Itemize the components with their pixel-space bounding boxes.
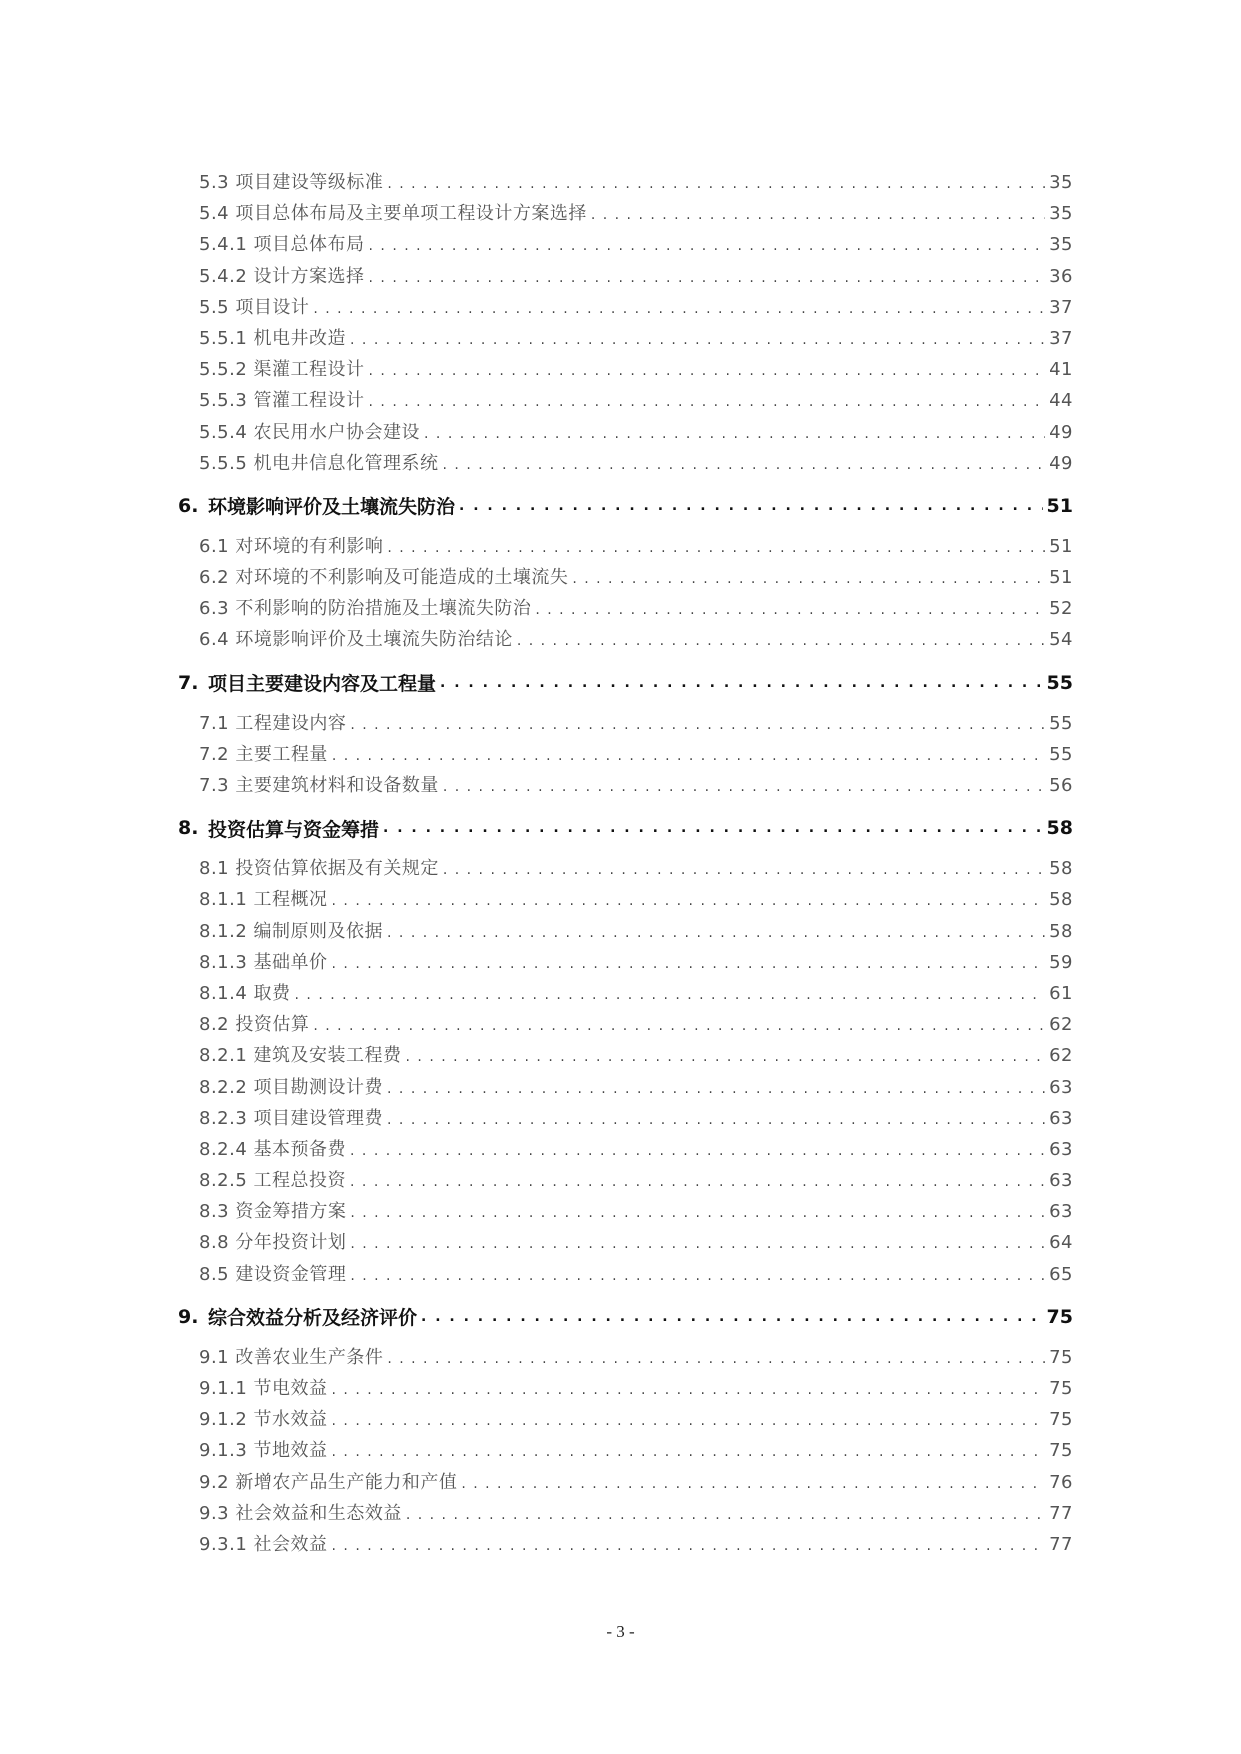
toc-page-number: 41 bbox=[1049, 359, 1073, 381]
toc-entry-title: 5.4.1 项目总体布局 bbox=[199, 234, 365, 256]
toc-section-entry[interactable] bbox=[199, 1041, 1073, 1072]
toc-entry-title: 综合效益分析及经济评价 bbox=[208, 1307, 418, 1330]
toc-page-number: 37 bbox=[1049, 296, 1073, 318]
dot-leader bbox=[591, 207, 1045, 223]
toc-page-number: 58 bbox=[1049, 920, 1073, 942]
dot-leader bbox=[421, 1309, 1043, 1325]
toc-section-entry[interactable] bbox=[199, 885, 1073, 916]
toc-entry-title: 8.2.1 建筑及安装工程费 bbox=[199, 1045, 402, 1067]
toc-entry-title: 8.2.4 基本预备费 bbox=[199, 1138, 347, 1160]
toc-chapter-entry[interactable] bbox=[178, 486, 1073, 526]
toc-entry-title: 6.2 对环境的不利影响及可能造成的土壤流失 bbox=[199, 567, 569, 589]
dot-leader bbox=[424, 426, 1045, 442]
dot-leader bbox=[350, 1205, 1045, 1221]
dot-leader bbox=[387, 1112, 1045, 1128]
toc-entry-title: 8.1.1 工程概况 bbox=[199, 889, 328, 911]
toc-page-number: 63 bbox=[1049, 1138, 1073, 1160]
dot-leader bbox=[332, 748, 1045, 764]
toc-page-number: 63 bbox=[1049, 1076, 1073, 1098]
toc-section-entry[interactable] bbox=[199, 324, 1073, 355]
toc-page-number: 51 bbox=[1049, 535, 1073, 557]
toc-entry-title: 8.2.3 项目建设管理费 bbox=[199, 1107, 384, 1129]
toc-page-number: 63 bbox=[1049, 1107, 1073, 1129]
chapter-number: 9. bbox=[178, 1305, 199, 1328]
dot-leader bbox=[387, 925, 1045, 941]
toc-chapter-entry[interactable] bbox=[178, 808, 1073, 848]
toc-page-number: 56 bbox=[1049, 775, 1073, 796]
toc-entry-title: 8.1.2 编制原则及依据 bbox=[199, 920, 384, 942]
dot-leader bbox=[440, 675, 1043, 691]
dot-leader bbox=[387, 1351, 1045, 1367]
toc-page-number: 52 bbox=[1049, 598, 1073, 620]
toc-entry-title: 6.4 环境影响评价及土壤流失防治结论 bbox=[199, 629, 513, 651]
toc-entry-title: 9.3 社会效益和生态效益 bbox=[199, 1502, 402, 1524]
dot-leader bbox=[387, 1081, 1045, 1097]
toc-entry-title: 8.5 建设资金管理 bbox=[199, 1263, 347, 1285]
toc-entry-title: 7.3 主要建筑材料和设备数量 bbox=[199, 775, 439, 796]
dot-leader bbox=[443, 457, 1046, 473]
toc-entry-title: 5.5 项目设计 bbox=[199, 296, 310, 318]
dot-leader bbox=[332, 893, 1046, 909]
dot-leader bbox=[350, 332, 1045, 348]
toc-entry-title: 9.3.1 社会效益 bbox=[199, 1533, 328, 1555]
toc-page-number: 64 bbox=[1049, 1232, 1073, 1254]
toc-entry-title: 5.4 项目总体布局及主要单项工程设计方案选择 bbox=[199, 203, 587, 225]
toc-page-number: 63 bbox=[1049, 1201, 1073, 1223]
toc-section-entry[interactable] bbox=[199, 709, 1073, 740]
chapter-number: 6. bbox=[178, 494, 199, 517]
dot-leader bbox=[350, 1268, 1045, 1284]
dot-leader bbox=[350, 1143, 1045, 1159]
toc-page-number: 75 bbox=[1049, 1346, 1073, 1368]
dot-leader bbox=[369, 270, 1046, 286]
toc-page-number: 54 bbox=[1049, 629, 1073, 651]
toc-entry-title: 8.8 分年投资计划 bbox=[199, 1232, 347, 1254]
toc-section-entry[interactable] bbox=[199, 418, 1073, 449]
toc-section-entry[interactable] bbox=[199, 1374, 1073, 1405]
toc-page-number: 36 bbox=[1049, 265, 1073, 287]
dot-leader bbox=[572, 571, 1045, 587]
page-number: - 3 - bbox=[606, 1622, 635, 1641]
toc-entry-title: 9.1 改善农业生产条件 bbox=[199, 1346, 384, 1368]
dot-leader bbox=[443, 779, 1045, 795]
toc-entry-title: 项目主要建设内容及工程量 bbox=[208, 673, 437, 696]
toc-entry-title: 9.1.1 节电效益 bbox=[199, 1378, 328, 1399]
dot-leader bbox=[383, 820, 1043, 836]
toc-chapter-entry[interactable] bbox=[178, 663, 1073, 703]
toc-entry-title: 9.1.3 节地效益 bbox=[199, 1440, 328, 1462]
table-of-contents bbox=[0, 168, 1241, 1561]
dot-leader bbox=[332, 1444, 1046, 1460]
dot-leader bbox=[387, 540, 1045, 556]
toc-page-number: 76 bbox=[1049, 1471, 1073, 1493]
dot-leader bbox=[406, 1507, 1045, 1523]
dot-leader bbox=[443, 862, 1045, 878]
toc-section-entry[interactable] bbox=[199, 1405, 1073, 1436]
toc-page-number: 61 bbox=[1049, 982, 1073, 1004]
dot-leader bbox=[459, 498, 1043, 514]
dot-leader bbox=[332, 1382, 1046, 1398]
toc-section-entry[interactable] bbox=[199, 262, 1073, 293]
toc-page-number: 35 bbox=[1049, 203, 1073, 225]
dot-leader bbox=[369, 238, 1046, 254]
toc-page-number: 75 bbox=[1049, 1409, 1073, 1431]
toc-chapter-entry[interactable] bbox=[178, 1297, 1073, 1337]
dot-leader bbox=[313, 1018, 1045, 1034]
toc-section-entry[interactable] bbox=[199, 293, 1073, 324]
toc-section-entry[interactable] bbox=[199, 1104, 1073, 1135]
toc-page-number: 75 bbox=[1046, 1305, 1073, 1328]
toc-entry-title: 5.5.2 渠灌工程设计 bbox=[199, 359, 365, 381]
dot-leader bbox=[332, 1538, 1046, 1554]
toc-entry-title: 投资估算与资金筹措 bbox=[208, 818, 380, 841]
toc-section-entry[interactable] bbox=[199, 594, 1073, 625]
toc-entry-title: 8.1.3 基础单价 bbox=[199, 951, 328, 973]
toc-section-entry[interactable] bbox=[199, 1468, 1073, 1499]
dot-leader bbox=[461, 1476, 1045, 1492]
chapter-number: 7. bbox=[178, 671, 199, 694]
toc-section-entry[interactable] bbox=[199, 1135, 1073, 1166]
toc-page-number: 63 bbox=[1049, 1170, 1073, 1192]
toc-entry-title: 5.4.2 设计方案选择 bbox=[199, 265, 365, 287]
toc-entry-title: 8.1.4 取费 bbox=[199, 982, 291, 1004]
toc-page-number: 35 bbox=[1049, 234, 1073, 256]
toc-section-entry[interactable] bbox=[199, 979, 1073, 1010]
toc-section-entry[interactable] bbox=[199, 625, 1073, 656]
toc-page-number: 49 bbox=[1049, 452, 1073, 474]
toc-entry-title: 5.5.1 机电井改造 bbox=[199, 327, 347, 349]
toc-entry-title: 7.2 主要工程量 bbox=[199, 743, 328, 765]
toc-entry-title: 8.2.2 项目勘测设计费 bbox=[199, 1076, 384, 1098]
toc-entry-title: 5.5.4 农民用水户协会建设 bbox=[199, 421, 421, 443]
dot-leader bbox=[369, 363, 1046, 379]
dot-leader bbox=[332, 956, 1046, 972]
dot-leader bbox=[517, 633, 1045, 649]
toc-page-number: 59 bbox=[1049, 951, 1073, 973]
toc-entry-title: 9.2 新增农产品生产能力和产值 bbox=[199, 1471, 458, 1493]
dot-leader bbox=[406, 1049, 1046, 1065]
toc-section-entry[interactable] bbox=[199, 740, 1073, 771]
dot-leader bbox=[350, 1174, 1045, 1190]
dot-leader bbox=[369, 394, 1046, 410]
toc-page-number: 65 bbox=[1049, 1263, 1073, 1285]
toc-section-entry[interactable] bbox=[199, 1499, 1073, 1530]
toc-entry-title: 6.1 对环境的有利影响 bbox=[199, 535, 384, 557]
toc-section-entry[interactable] bbox=[199, 355, 1073, 386]
toc-page-number: 51 bbox=[1046, 494, 1073, 517]
toc-section-entry[interactable] bbox=[199, 1197, 1073, 1228]
toc-section-entry[interactable] bbox=[199, 948, 1073, 979]
toc-section-entry[interactable] bbox=[199, 1343, 1073, 1374]
toc-entry-title: 8.1 投资估算依据及有关规定 bbox=[199, 858, 439, 880]
dot-leader bbox=[387, 176, 1045, 192]
toc-page-number: 77 bbox=[1049, 1533, 1073, 1555]
toc-page-number: 44 bbox=[1049, 390, 1073, 412]
dot-leader bbox=[535, 602, 1045, 618]
toc-section-entry[interactable] bbox=[199, 199, 1073, 230]
toc-page-number: 51 bbox=[1049, 567, 1073, 589]
toc-page-number: 62 bbox=[1049, 1014, 1073, 1036]
toc-section-entry[interactable] bbox=[199, 1436, 1073, 1467]
toc-page-number: 77 bbox=[1049, 1502, 1073, 1524]
toc-page-number: 62 bbox=[1049, 1045, 1073, 1067]
chapter-number: 8. bbox=[178, 817, 199, 840]
toc-entry-title: 7.1 工程建设内容 bbox=[199, 712, 347, 734]
toc-section-entry[interactable] bbox=[199, 1228, 1073, 1259]
dot-leader bbox=[332, 1413, 1046, 1429]
toc-entry-title: 8.2 投资估算 bbox=[199, 1014, 310, 1036]
toc-section-entry[interactable] bbox=[199, 386, 1073, 417]
toc-entry-title: 8.3 资金筹措方案 bbox=[199, 1201, 347, 1223]
toc-section-entry[interactable] bbox=[199, 771, 1073, 802]
toc-page-number: 55 bbox=[1049, 712, 1073, 734]
dot-leader bbox=[350, 1236, 1045, 1252]
toc-section-entry[interactable] bbox=[199, 1166, 1073, 1197]
toc-page-number: 58 bbox=[1046, 817, 1073, 840]
toc-section-entry[interactable] bbox=[199, 1530, 1073, 1561]
toc-section-entry[interactable] bbox=[199, 449, 1073, 480]
toc-entry-title: 5.5.3 管灌工程设计 bbox=[199, 390, 365, 412]
dot-leader bbox=[295, 987, 1046, 1003]
toc-entry-title: 环境影响评价及土壤流失防治 bbox=[208, 496, 456, 519]
toc-section-entry[interactable] bbox=[199, 1010, 1073, 1041]
toc-entry-title: 5.5.5 机电井信息化管理系统 bbox=[199, 452, 439, 474]
toc-section-entry[interactable] bbox=[199, 230, 1073, 261]
toc-section-entry[interactable] bbox=[199, 1260, 1073, 1291]
toc-page-number: 75 bbox=[1049, 1378, 1073, 1399]
toc-section-entry[interactable] bbox=[199, 917, 1073, 948]
toc-entry-title: 9.1.2 节水效益 bbox=[199, 1409, 328, 1431]
toc-page-number: 55 bbox=[1046, 671, 1073, 694]
toc-page-number: 37 bbox=[1049, 327, 1073, 349]
toc-page-number: 55 bbox=[1049, 743, 1073, 765]
toc-page-number: 58 bbox=[1049, 858, 1073, 880]
toc-section-entry[interactable] bbox=[199, 168, 1073, 199]
toc-section-entry[interactable] bbox=[199, 1073, 1073, 1104]
toc-section-entry[interactable] bbox=[199, 854, 1073, 885]
toc-page-number: 58 bbox=[1049, 889, 1073, 911]
toc-page-number: 49 bbox=[1049, 421, 1073, 443]
toc-page-number: 75 bbox=[1049, 1440, 1073, 1462]
toc-entry-title: 6.3 不利影响的防治措施及土壤流失防治 bbox=[199, 598, 532, 620]
dot-leader bbox=[313, 301, 1045, 317]
toc-section-entry[interactable] bbox=[199, 563, 1073, 594]
toc-section-entry[interactable] bbox=[199, 532, 1073, 563]
toc-entry-title: 8.2.5 工程总投资 bbox=[199, 1170, 347, 1192]
toc-page-number: 35 bbox=[1049, 172, 1073, 193]
dot-leader bbox=[350, 717, 1045, 733]
toc-entry-title: 5.3 项目建设等级标准 bbox=[199, 172, 384, 193]
